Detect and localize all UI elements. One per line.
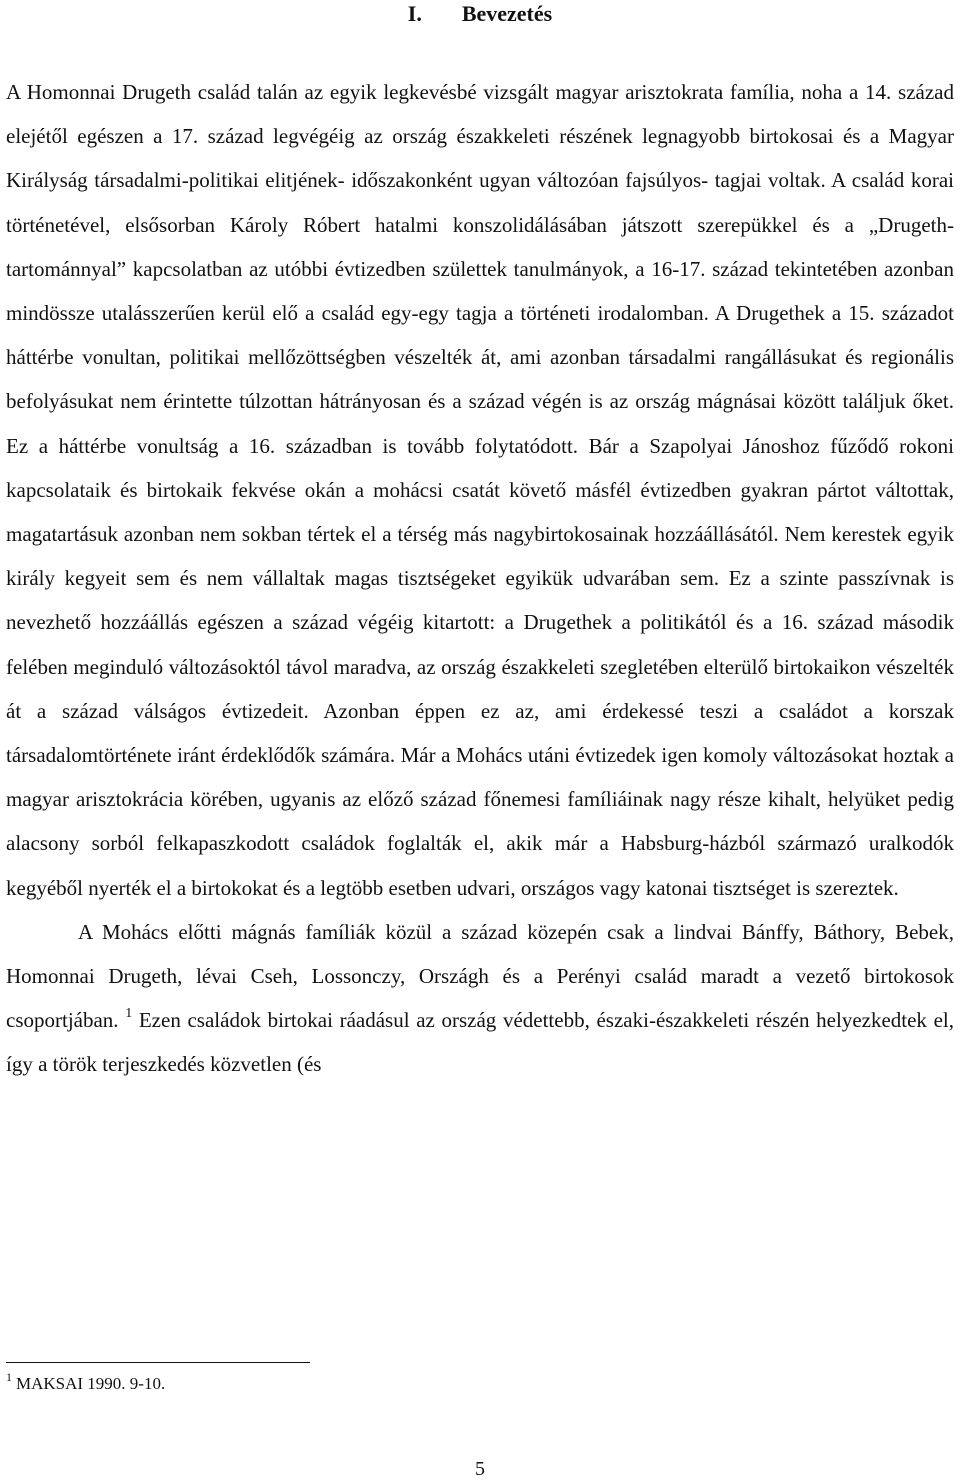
footnote-separator [6, 1362, 310, 1363]
footnote-number: 1 [6, 1370, 12, 1384]
footnote [6, 1372, 165, 1396]
footnote-text: MAKSAI 1990. 9-10. [16, 1374, 166, 1393]
chapter-title: Bevezetés [461, 1, 553, 26]
body-text [6, 70, 954, 1087]
chapter-number: I. [407, 1, 422, 26]
paragraph-2-text-before-note: A Mohács előtti mágnás famíliák közül a század közepén csak a lindvai Bánffy, Báthory, Bebek, Homonnai Drugeth, lévai Cseh, Lossonczy, Országh és a Perényi család maradt a vezető birtokosok csoportjában. [6, 919, 954, 1033]
chapter-heading [0, 0, 960, 28]
paragraph-2-text-after-note: Ezen családok birtokai ráadásul az ország védettebb, északi-északkeleti részén helyezkedtek el, így a török terjeszkedés közvetlen (és [6, 1008, 954, 1077]
footnote-reference: 1 [125, 1006, 133, 1022]
paragraph-1: A Homonnai Drugeth család talán az egyik legkevésbé vizsgált magyar arisztokrata família, noha a 14. század elejétől egészen a 17. század legvégéig az ország északkeleti részének legnagyobb birtokosai és a Magyar Királyság társadalmi-politikai elitjének- időszakonként ugyan változóan fajsúlyos- tagjai voltak. A család korai történetével, elsősorban Károly Róbert hatalmi konszolidálásában játszott szerepükkel és a „Drugeth-tartománnyal” kapcsolatban az utóbbi évtizedben születtek tanulmányok, a 16-17. század tekintetében azonban mindössze utalásszerűen kerül elő a család egy-egy tagja a történeti irodalomban. A Drugethek a 15. századot háttérbe vonultan, politikai mellőzöttségben vészelték át, ami azonban társadalmi rangállásukat és regionális befolyásukat nem érintette túlzottan hátrányosan és a század végén is az ország mágnásai között találjuk őket. Ez a háttérbe vonultság a 16. században is tovább folytatódott. Bár a Szapolyai Jánoshoz fűződő rokoni kapcsolataik és birtokaik fekvése okán a mohácsi csatát követő másfél évtizedben gyakran pártot váltottak, magatartásuk azonban nem sokban tértek el a térség más nagybirtokosainak hozzáállásától. Nem kerestek egyik király kegyeit sem és nem vállaltak magas tisztségeket egyikük udvarában sem. Ez a szinte passzívnak is nevezhető hozzáállás egészen a század végéig kitartott: a Drugethek a politikától és a 16. század második felében meginduló változásoktól távol maradva, az ország északkeleti szegletében elterülő birtokaikon vészelték át a század válságos évtizedeit. Azonban éppen ez az, ami érdekessé teszi a családot a korszak társadalomtörténete iránt érdeklődők számára. Már a Mohács utáni évtizedek igen komoly változásokat hoztak a magyar arisztokrácia körében, ugyanis az előző század főnemesi famíliáinak nagy része kihalt, helyüket pedig alacsony sorból felkapaszkodott családok foglalták el, akik már a Habsburg-házból származó uralkodók kegyéből nyerték el a birtokokat és a legtöbb esetben udvari, országos vagy katonai tisztséget is szereztek. [6, 80, 954, 900]
paragraph-2 [6, 910, 954, 1087]
page-number: 5 [475, 1458, 485, 1480]
